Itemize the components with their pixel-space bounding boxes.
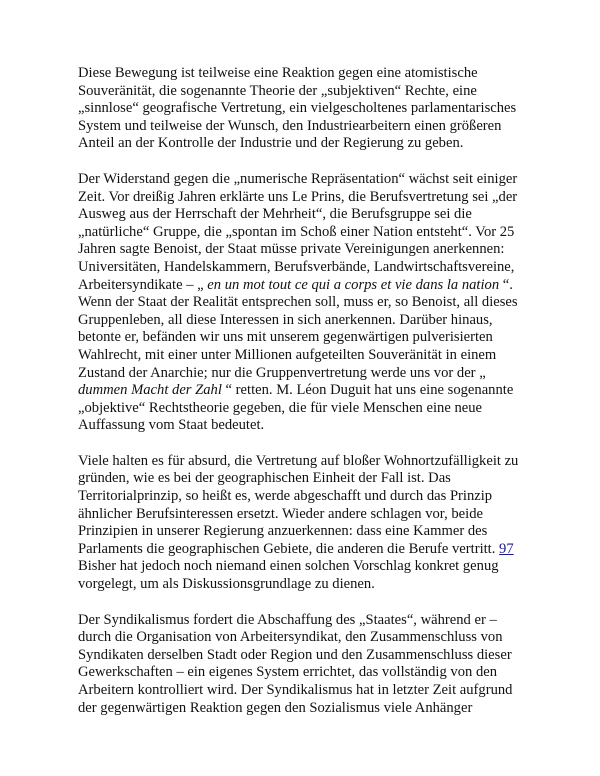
text-line: „natürliche“ Gruppe, die „spontan im Schoß einer Nation entsteht“. Vor 25 [78,223,515,240]
text-line: „sinnlose“ geografische Vertretung, ein vielgescholtenes parlamentarisches [78,100,517,117]
paragraph-3 [78,453,530,594]
text-line: Der Widerstand gegen die „numerische Repräsentation“ wächst seit einiger [78,170,518,187]
text-segment: Arbeitersyndikate – „ [78,276,208,293]
paragraph-1 [78,65,530,153]
text-line: „objektive“ Rechtstheorie gegeben, die für viele Menschen eine neue [78,399,482,416]
text-line: Diese Bewegung ist teilweise eine Reaktion gegen eine atomistische [78,65,478,81]
text-line: Der Syndikalismus fordert die Abschaffung des „Staates“, während er – [78,611,497,628]
text-segment: Parlaments die geographischen Gebiete, die anderen die Berufe vertritt. [78,540,500,557]
text-line: Wahlrecht, mit einer unter Millionen aufgeteilten Souveränität in einem [78,346,497,363]
italic-quote: en un mot tout ce qui a corps et vie dans la nation [207,276,500,293]
text-line: Jahren sagte Benoist, der Staat müsse private Vereinigungen anerkennen: [78,241,505,258]
text-line: Zustand der Anarchie; nur die Gruppenvertretung werde uns vor der „ [78,364,486,381]
body-text [78,65,530,735]
text-line: Gewerkschaften – ein eigenes System errichtet, das vollständig von den [78,664,498,681]
footnote-link[interactable]: 97 [499,540,514,557]
text-line: Souveränität, die sogenannte Theorie der „subjektiven“ Rechte, eine [78,82,477,99]
text-segment: “. [499,276,513,293]
text-line: Gruppenleben, all diese Interessen in sich anerkennen. Darüber hinaus, [78,311,493,328]
text-line: Prinzipien in unserer Regierung anzuerkennen: dass eine Kammer des [78,523,488,540]
text-line: gründen, wie es bei der geographischen Einheit der Fall ist. Das [78,470,451,487]
text-line-with-quote [78,277,530,295]
text-line: durch die Organisation von Arbeitersyndikat, den Zusammenschluss von [78,629,503,646]
text-line: Wenn der Staat der Realität entsprechen soll, muss er, so Benoist, all dieses [78,294,518,311]
text-line: Anteil an der Kontrolle der Industrie und der Regierung zu geben. [78,135,464,152]
paragraph-4 [78,612,530,718]
text-line: Zeit. Vor dreißig Jahren erklärte uns Le Prins, die Berufsvertretung sei „der [78,188,518,205]
text-segment: “ retten. M. Léon Duguit hat uns eine sogenannte [221,382,514,399]
paragraph-2 [78,171,530,435]
text-line: ähnlicher Berufsinteressen ersetzt. Wieder andere schlagen vor, beide [78,505,483,522]
text-line: Ausweg aus der Herrschaft der Mehrheit“, die Berufsgruppe sei die [78,206,472,223]
text-line: Universitäten, Handelskammern, Berufsverbände, Landwirtschaftsvereine, [78,258,515,275]
text-line: betonte er, befänden wir uns mit unserem gegenwärtigen pulverisierten [78,329,493,346]
text-line: System und teilweise der Wunsch, den Industriearbeitern einen größeren [78,117,502,134]
text-line: Auffassung vom Staat bedeutet. [78,417,265,434]
text-line-with-quote [78,382,530,400]
text-line: der gegenwärtigen Reaktion gegen den Sozialismus viele Anhänger [78,699,473,716]
italic-quote: dummen Macht der Zahl [78,382,222,399]
text-line-with-footnote [78,541,530,559]
text-line: Territorialprinzip, so heißt es, werde abgeschafft und durch das Prinzip [78,488,493,505]
text-line: Arbeitern kontrolliert wird. Der Syndikalismus hat in letzter Zeit aufgrund [78,682,513,698]
text-line: Viele halten es für absurd, die Vertretung auf bloßer Wohnortzufälligkeit zu [78,452,519,469]
text-line: Syndikaten derselben Stadt oder Region und den Zusammenschluss dieser [78,646,512,663]
text-line: vorgelegt, um als Diskussionsgrundlage zu dienen. [78,576,375,593]
text-line: Bisher hat jedoch noch niemand einen solchen Vorschlag konkret genug [78,558,499,575]
